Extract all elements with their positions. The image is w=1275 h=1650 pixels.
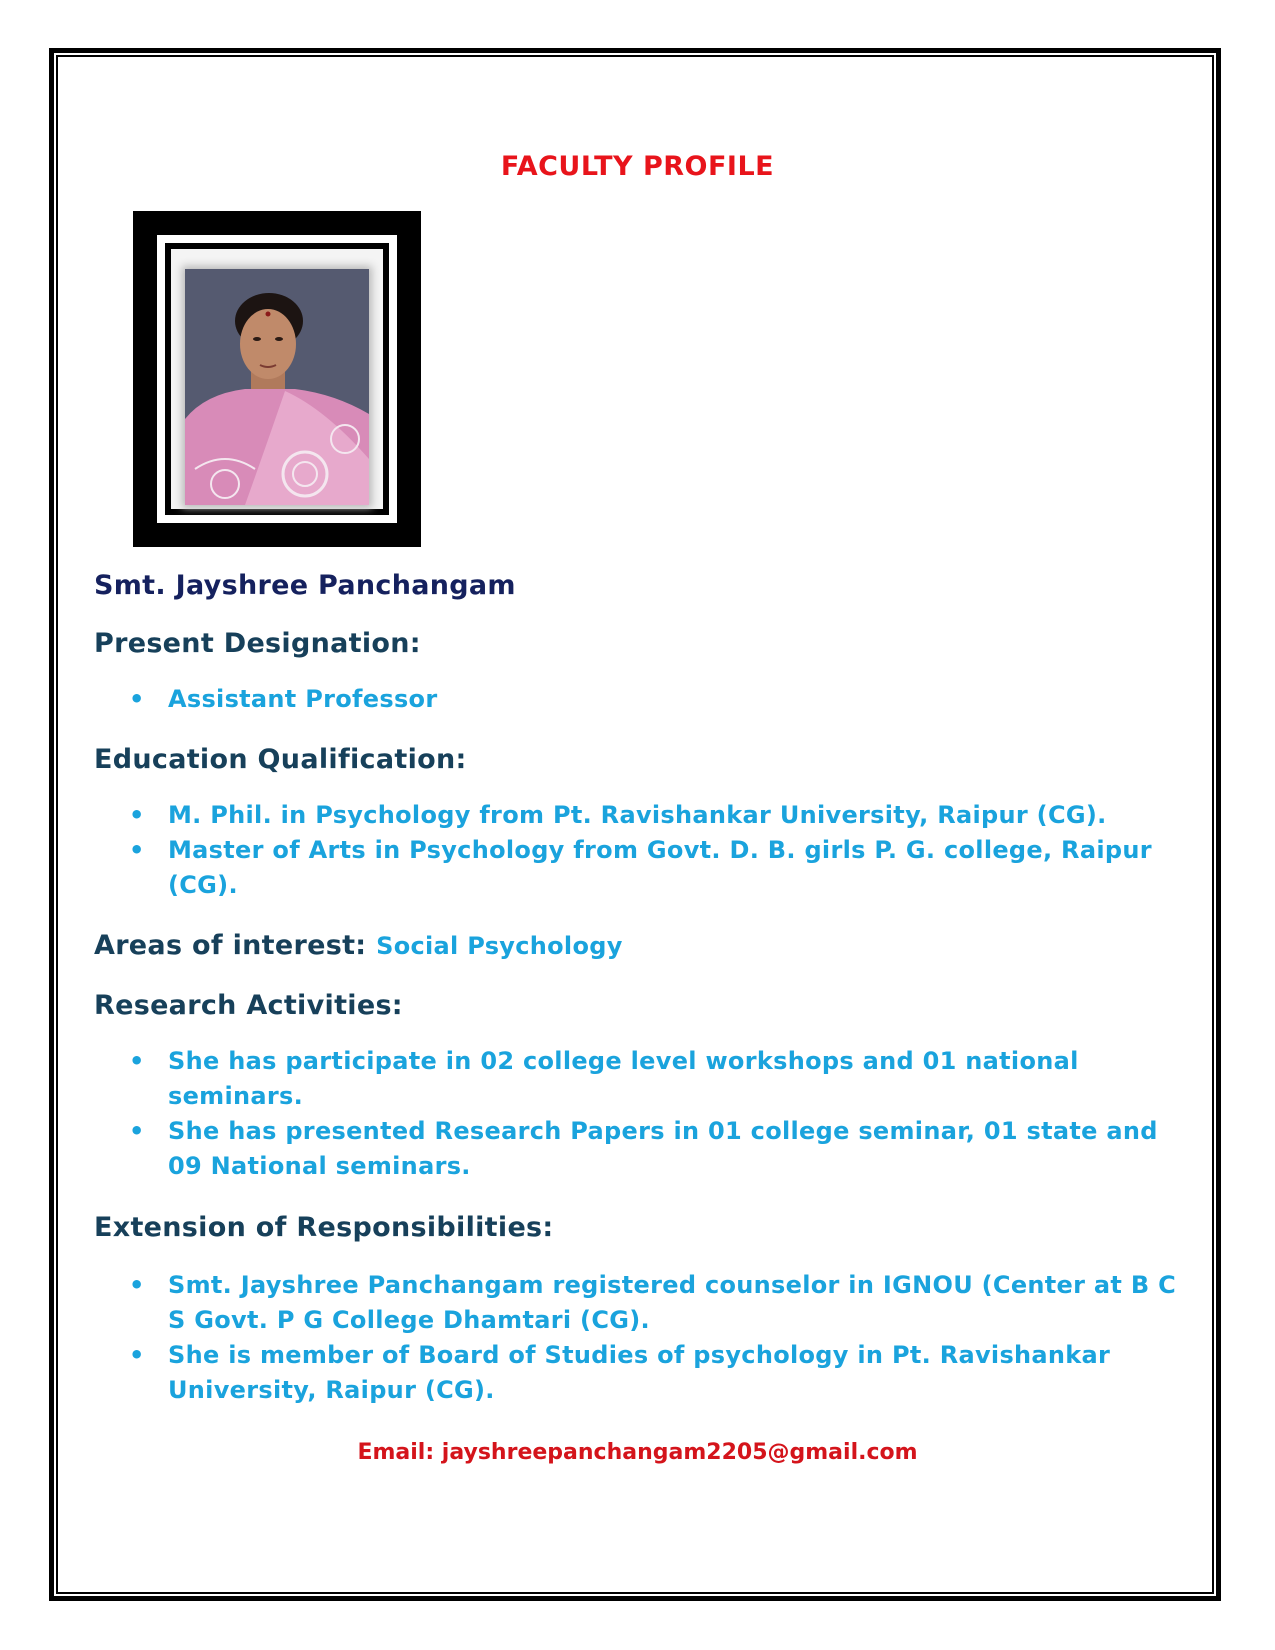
list-item: • Assistant Professor: [129, 685, 438, 713]
list-item: • She has participate in 02 college level workshops and 01 national seminars.: [129, 1047, 1079, 1110]
interest-heading: [94, 930, 623, 961]
list-item: • M. Phil. in Psychology from Pt. Ravishankar University, Raipur (CG).: [129, 801, 1107, 829]
email-address[interactable]: Email: jayshreepanchangam2205@gmail.com: [357, 1440, 918, 1465]
extension-heading: Extension of Responsibilities:: [94, 1212, 554, 1243]
list-item: • Master of Arts in Psychology from Govt. D. B. girls P. G. college, Raipur (CG).: [129, 836, 1152, 899]
interest-label: Areas of interest:: [94, 930, 367, 961]
photo-frame: [133, 211, 421, 547]
research-list: [94, 1044, 1184, 1184]
list-item: • She has presented Research Papers in 01 college seminar, 01 state and 09 National seminars.: [129, 1117, 1158, 1180]
research-heading: Research Activities:: [94, 990, 403, 1021]
faculty-name: Smt. Jayshree Panchangam: [94, 570, 516, 601]
education-list: [94, 798, 1184, 903]
designation-list: [94, 682, 1184, 717]
faculty-photo: [185, 269, 369, 505]
list-item: • She is member of Board of Studies of psychology in Pt. Ravishankar University, Raipur (CG).: [129, 1341, 1111, 1404]
education-heading: Education Qualification:: [94, 744, 467, 775]
list-item: • Smt. Jayshree Panchangam registered counselor in IGNOU (Center at B C S Govt. P G College Dhamtari (CG).: [129, 1271, 1177, 1334]
extension-list: [94, 1268, 1184, 1408]
page-title: FACULTY PROFILE: [500, 151, 775, 182]
designation-heading: Present Designation:: [94, 628, 421, 659]
interest-value: Social Psychology: [376, 932, 623, 960]
